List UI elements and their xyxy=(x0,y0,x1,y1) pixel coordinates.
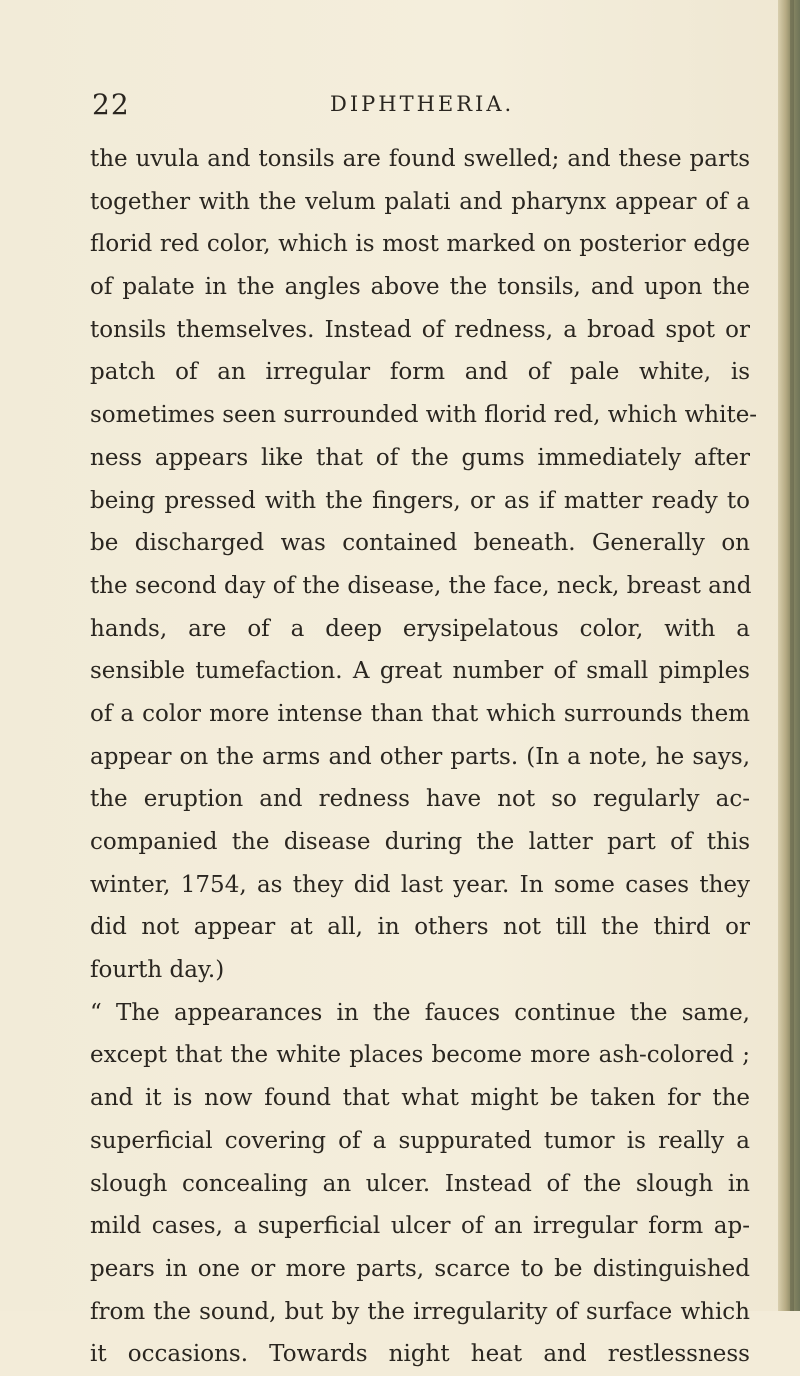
text-line: winter, 1754, as they did last year. In some cases they xyxy=(90,871,750,898)
text-line: patch of an irregular form and of pale white, is xyxy=(90,359,750,386)
text-line: slough concealing an ulcer. Instead of the slough in xyxy=(90,1170,750,1197)
page-edge-shadow xyxy=(778,0,800,1311)
text-line: companied the disease during the latter part of this xyxy=(90,829,750,855)
text-line: and it is now found that what might be taken for the xyxy=(90,1085,750,1112)
page-edge-line xyxy=(790,0,794,1311)
text-line: florid red color, which is most marked on posterior edge xyxy=(90,231,750,258)
text-line: the second day of the disease, the face, neck, breast and xyxy=(90,572,752,599)
text-line: pears in one or more parts, scarce to be distinguished xyxy=(90,1255,750,1282)
text-line: except that the white places become more ash-colored ; xyxy=(90,1042,750,1069)
text-line: hands, are of a deep erysipelatous color, with a xyxy=(90,615,750,642)
text-line: fourth day.) xyxy=(90,957,225,984)
text-line: together with the velum palati and pharynx appear of a xyxy=(90,188,750,215)
text-line: “ The appearances in the fauces continue the same, xyxy=(90,999,750,1026)
running-title: DIPHTHERIA. xyxy=(330,92,515,116)
text-line: the uvula and tonsils are found swelled; and these parts xyxy=(90,146,750,172)
page-number: 22 xyxy=(92,88,130,121)
text-line: superficial covering of a suppurated tumor is really a xyxy=(90,1127,750,1154)
text-line: be discharged was contained beneath. Generally on xyxy=(90,530,750,557)
text-line: the eruption and redness have not so regularly ac- xyxy=(90,786,750,813)
text-line: appear on the arms and other parts. (In a note, he says, xyxy=(90,743,750,770)
text-line: of a color more intense than that which surrounds them xyxy=(90,700,750,727)
text-line: of palate in the angles above the tonsils, and upon the xyxy=(90,274,750,301)
text-line: did not appear at all, in others not till the third or xyxy=(90,914,750,941)
text-line: from the sound, but by the irregularity of surface which xyxy=(90,1298,750,1325)
text-line: sensible tumefaction. A great number of small pimples xyxy=(90,658,750,685)
text-line: tonsils themselves. Instead of redness, a broad spot or xyxy=(90,316,750,343)
text-line: being pressed with the fingers, or as if matter ready to xyxy=(90,487,750,514)
text-line: sometimes seen surrounded with florid red, which white- xyxy=(90,402,758,429)
text-line: mild cases, a superficial ulcer of an irregular form ap- xyxy=(90,1213,750,1240)
text-line: it occasions. Towards night heat and restlessness xyxy=(90,1341,750,1368)
text-line: ness appears like that of the gums immediately after xyxy=(90,444,750,471)
body-text xyxy=(90,138,758,1376)
page-header xyxy=(90,88,750,128)
